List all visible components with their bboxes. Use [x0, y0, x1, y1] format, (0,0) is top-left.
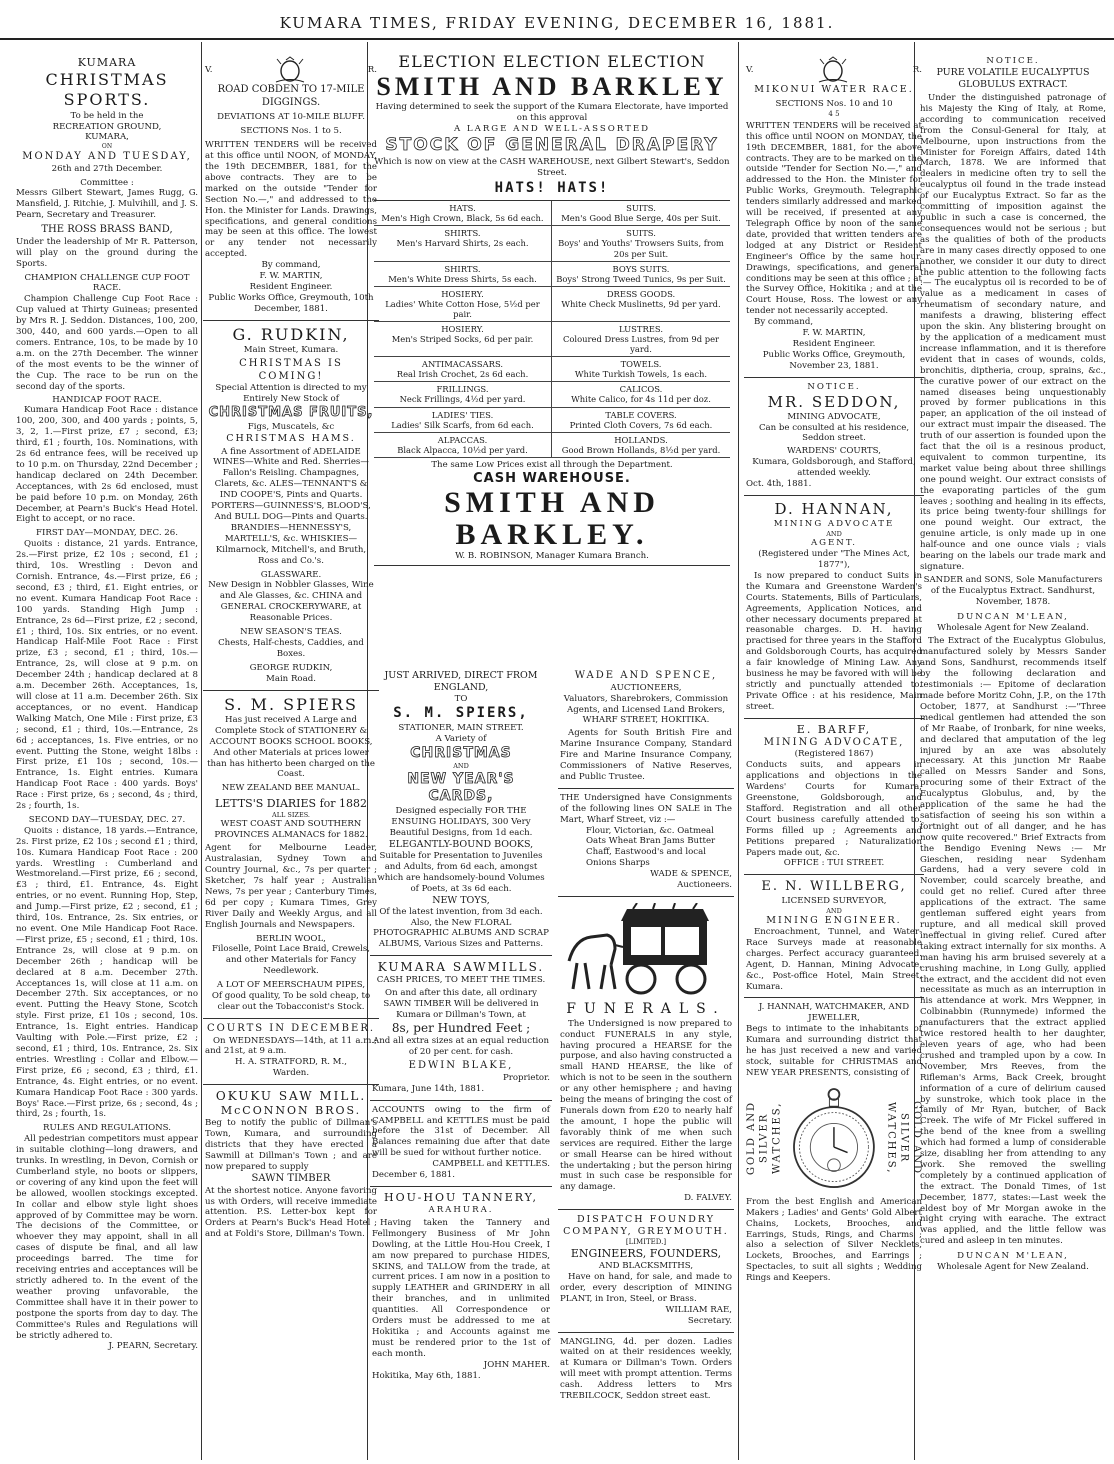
masthead-title: KUMARA TIMES, FRIDAY EVENING, DECEMBER 16, 1881. — [279, 14, 835, 32]
ad-subhead: Committee : — [80, 177, 134, 188]
ad-title: G. RUDKIN, — [232, 324, 350, 344]
ad-line: AND — [453, 762, 469, 771]
ad-display-text: CHRISTMAS — [410, 744, 512, 761]
ad-body: Conducts suits, and appears in applications and objections in the Wardens' Courts for Kumara, Greenstone, Goldsborough, and Stafford. Registration and all other Court business carefully attended to. Forms filled up ; Agreements and Petitions prepared ; Naturalization Papers made out, &c. — [746, 760, 922, 858]
funerals-ad — [558, 897, 734, 1210]
ad-line: Special Attention is directed to my Entirely New Stock of — [215, 383, 367, 405]
ad-display-text: NEW YEAR'S CARDS, — [407, 770, 515, 805]
price-cell — [552, 433, 730, 458]
price-cell-text: Men's White Dress Shirts, 5s each. — [388, 273, 537, 284]
ad-body: WRITTEN TENDERS will be received at this office until NOON, of MONDAY, the 19th DECEMBER, 1881, for the above contracts. They are to be marked on the outside "Tender for Section No.—," and addressed to the Hon. the Minister for Lands. Drawings, specifications, and general conditions may be seen at this office. The lowest or any tender not necessarily accepted. — [205, 140, 377, 260]
price-cell — [552, 322, 730, 357]
price-cell-heading: HOSIERY. — [441, 323, 484, 334]
kumara-sawmills-ad — [370, 956, 552, 1100]
ad-subhead: CASH PRICES, TO MEET THE TIMES. — [376, 975, 546, 986]
hearse-icon — [561, 903, 731, 999]
price-grid — [374, 200, 730, 458]
ad-body: The Extract of the Eucalyptus Globulus, manufactured solely by Messrs Sander and Sons, Sandhurst, recommends itself by the following declaration and testimonials :— Epitome of declaration made before Moritz Cohn, J.P., on the 17th October, 1877, at Sandhurst :—"Three medical gentlemen had attended the son of Mr Raabe, of Ironbark, for nine weeks, and declared that amputation of the leg injured by an axe was absolutely necessary. At this junction Mr Raabe called on Messrs Sander and Sons, procuring some of their Extract of the Eucalyptus Globulus, and, by the application of the same he had the satisfaction of seeing his son within a fortnight out of all danger, and he has now quite recovered." Brief Extracts from the Bendigo Evening News :— Mr Gieschen, residing near Sydenham Gardens, had a very severe cold in November, could scarcely breathe, and could get no relief. Cured after three applications of the extract. The same gentleman suffered eight years from rupture, and all medical skill proved ineffectual in giving relief. Cured after taking extract internally for six months. A man having his arm bruised severely at a crushing machine, in Long Gully, applied the extract, and the accident did not even necessitate as much as an interruption in his attendance at work. Mrs Weppner, in Colbinabbin (Runnymede) informed the manufacturers that the extract applied twice restored health to her daughter, eleven years of age, who had been crushed and trampled upon by a cow. In November, Mrs Reeves, from the Rifleman's Arms, Back Creek, brought information of a cure of delirium caused by sunstroke, which took place in the family of Mr Ryan, butcher, of Back Creek. The wife of Mr Fickel suffered in the bend of the knee from a swelling which had formed a lump of considerable size, disabling her from attending to any work. She removed the swelling completely by a continued application of the extract. The Donald Times, of 1st December, 1877, states:—Last week the eldest boy of Mr Morgan awoke in the night crying with earache. The extract was applied, and the little fellow was cured and asleep in ten minutes. — [920, 636, 1106, 1247]
ad-body: Begs to intimate to the inhabitants of Kumara and surrounding district that he has just received a new and varied stock, suitable for CHRISTMAS and NEW YEAR PRESENTS, consisting of — [746, 1024, 922, 1078]
ad-subhead: SECTIONS Nos. 1 to 5. — [240, 126, 342, 137]
ad-line: RECREATION GROUND, — [52, 121, 162, 132]
ad-line: 4 5 — [828, 109, 840, 118]
price-cell — [374, 201, 552, 226]
ad-title: CHRISTMAS SPORTS. — [45, 69, 169, 110]
ad-subhead: CHAMPION CHALLENGE CUP FOOT RACE. — [24, 272, 190, 294]
price-cell-heading: SHIRTS. — [444, 263, 481, 274]
price-cell-heading: SUITS. — [626, 203, 656, 214]
crest-letter: V. — [205, 64, 213, 75]
ad-line: Having determined to seek the support of the Kumara Electorate, have imported on this approval — [375, 102, 729, 124]
ad-subhead: NEW SEASON'S TEAS. — [240, 627, 342, 638]
ad-line: Main Road. — [266, 673, 316, 684]
ad-signature: SANDER and SONS, Sole Manufacturers of the Eucalyptus Extract. Sandhurst, November, 1878. — [923, 574, 1103, 607]
ad-body: Quoits : distance, 18 yards.—Entrance, 2s. First prize, £2 10s ; second £1 ; third, 10s. Kumara Handicap Foot Race : 200 yards. Wrestling : Cumberland and Westmoreland.—First prize, £6 ; second, £3 ; third, £1. Entrance, 4s. Eight entries, or no event. Running Hop, Step, and Jump.—First prize, £2 ; second, £1 ; third, 10s. Entrance, 2s. Six entries, or no event. One Mile Handicap Foot Race.—First prize, £5 ; second, £1 ; third, 10s. Entrance 2s, will close at 9 p.m. on December 26th ; handicap will be declared at 8 a.m. December 27th. Acceptances 1s, will close at 11 a.m. on December 27th. Six acceptances, or no event. Putting the Heavy Stone, Scotch style. First prize, £1 10s ; second, 10s. Entrance, 1s. Eight entries. Handicap Vaulting with Pole.—First prize, £2 ; second, £1 ; third, 10s. Entrance, 2s. Six entries. Wrestling : Collar and Elbow.—First prize, £6 ; second, £3 ; third, £1. Entrance, 4s. Eight entries, or no event. Kumara Handicap Foot Race : 300 yards. Boys' Race.—First prize, 6s ; second, 4s ; third, 2s ; fourth, 1s. — [16, 825, 198, 1120]
column-4 — [744, 52, 924, 1452]
ad-line: Warden. — [272, 1068, 310, 1079]
price-cell-heading: SUITS. — [626, 228, 656, 239]
price-cell-heading: DRESS GOODS. — [606, 288, 676, 299]
price-cell-heading: LUSTRES. — [618, 323, 663, 334]
crest-letter: R. — [367, 64, 377, 75]
watch-caption-left: GOLD AND SILVER WATCHES, — [746, 1100, 783, 1175]
ad-line: December 6, 1881. — [372, 1170, 455, 1181]
price-cell-text: White Check Muslinetts, 9d per yard. — [561, 298, 721, 309]
pocket-watch-icon — [784, 1080, 884, 1196]
ad-subhead: GLASSWARE. — [260, 569, 322, 580]
ad-title: WADE AND SPENCE, — [574, 670, 718, 681]
ad-subhead: AND BLACKSMITHS, — [598, 1261, 694, 1272]
ad-subhead: NEW TOYS, — [432, 894, 490, 906]
ad-subhead: RULES AND REGULATIONS. — [43, 1123, 171, 1134]
eucalyptus-ad — [918, 52, 1108, 1278]
ad-body: MANGLING, 4d. per dozen. Ladies waited on at their residences weekly, at Kumara or Dillman's Town. Orders will meet with prompt attention. Terms cash. Address letters to Mrs TREBILCOCK, Seddon street east. — [560, 1336, 732, 1402]
road-tender-ad — [203, 52, 379, 321]
ad-line: Resident Engineer. — [792, 338, 876, 349]
price-cell-heading: TOWELS. — [620, 359, 662, 370]
ad-line: Kumara, June 14th, 1881. — [372, 1083, 485, 1094]
ad-subhead: OFFICE : TUI STREET. — [783, 858, 885, 869]
ad-line: W. B. ROBINSON, Manager Kumara Branch. — [374, 551, 730, 566]
watchmaker-ad — [744, 998, 924, 1289]
price-cell-heading: ANTIMACASSARS. — [421, 359, 504, 370]
price-cell-text: Real Irish Crochet, 2s 6d each. — [396, 369, 529, 380]
ad-subhead: ARAHURA. — [428, 1204, 494, 1215]
ad-body: ACCOUNTS owing to the firm of CAMPBELL and KETTLES must be paid before the 31st of December. All Balances remaining due after that date will be sued for without further notice. — [372, 1104, 550, 1159]
christmas-sports-ad — [14, 52, 200, 1357]
ad-subhead: WEST COAST AND SOUTHERN PROVINCES ALMANACS for 1882. — [214, 819, 368, 841]
crest-letter: V. — [746, 64, 754, 75]
ad-line: Valuators, Sharebrokers, Commission Agents, and Licensed Land Brokers, — [563, 693, 729, 715]
ad-line: (Registered 1867) — [794, 749, 874, 760]
ad-body: All pedestrian competitors must appear in suitable clothing—long drawers, and trunks. In wrestling, in Devon, Cornish or Cumberland style, no boots or slippers, or covering of any kind upon the feet will be allowed, woollen stockings excepted. In collar and elbow style light shoes approved of by Committee may be worn. The decisions of the Committee, or whoever they may appoint, shall in all cases of dispute be final, and all law proceedings barred. The time for receiving entries and acceptances will be strictly adhered to. In the event of the weather proving unfavorable, the Committee shall have it in their power to postpone the sports from day to day. The Committee's Rules and Regulations will be strictly adhered to. — [16, 1134, 198, 1341]
watch-caption-right: GOLD AND SILVER WATCHES, — [885, 1100, 922, 1175]
water-race-tender-ad — [744, 52, 924, 378]
price-cell — [374, 262, 552, 287]
ad-subhead: THE ROSS BRASS BAND, — [41, 224, 173, 236]
price-cell — [552, 382, 730, 407]
ad-line: TO — [454, 694, 468, 705]
ad-line: ON — [101, 143, 113, 151]
price-cell — [374, 433, 552, 458]
ad-title: S. M. SPIERS — [224, 694, 358, 714]
ad-line: Wholesale Agent for New Zealand. — [937, 1262, 1089, 1273]
ad-subhead: NEW ZEALAND BEE MANUAL. — [221, 783, 361, 794]
ad-title: MIKONUI WATER RACE. — [754, 84, 914, 95]
price-cell — [374, 408, 552, 433]
ad-body: Kumara, Goldsborough, and Stafford, attended weekly. — [752, 457, 916, 479]
ad-body: Of the latest invention, from 3d each. Also, the New FLORAL PHOTOGRAPHIC ALBUMS AND SCRAP ALBUMS, Various Sizes and Patterns. — [373, 906, 549, 950]
ad-signature: DUNCAN M'LEAN, — [957, 611, 1069, 622]
ad-subhead: ENGINEERS, FOUNDERS, — [570, 1247, 722, 1261]
ad-line: Resident Engineer. — [249, 281, 333, 292]
ad-body: Quoits : distance, 21 yards. Entrance, 2s.—First prize, £2 10s ; second, £1 ; third, 10s. Wrestling : Devon and Cornish. Entrance, 4s.—First prize, £6 ; second, £3 ; third, £1. Eight entries, or no event. Kumara Handicap Foot Race : 100 yards. Standing High Jump : Entrance, 2s 6d—First prize, £2 ; second, £1 ; third, 10s. Six entries, or no event. Handicap Half-Mile Foot Race : First prize, £3 ; second, £1 ; third, 10s.—Entrance, 2s, will close at 9 p.m. on December 24th ; handicap declared at 8 a.m. December 26th. Acceptances, 1s, will close at 11 a.m. December 26th. Six acceptances, or no event. Handicap Walking Match, One Mile : First prize, £3 ; second, £1 ; third, 10s.—Entrance, 2s 6d ; acceptances, 1s. Five entries, or no event. Putting the Stone, weight 18lbs : First prize, £1 10s ; second, 10s.—Entrance, 1s. Eight entries. Kumara Handicap Foot Race : 400 yards. Boys' Race : First prize, 6s ; second, 4s ; third, 2s ; fourth, 1s. — [16, 539, 198, 812]
ad-subhead: AUCTIONEERS, — [610, 682, 682, 693]
price-cell-text: Men's Good Blue Serge, 40s per Suit. — [561, 213, 721, 224]
price-cell-text: White Turkish Towels, 1s each. — [574, 369, 708, 380]
ad-subhead: McCONNON BROS. — [220, 1104, 362, 1118]
ad-body: Has just received A Large and Complete Stock of STATIONERY & ACCOUNT BOOKS SCHOOL BOOKS, And other Materials at prices lower than has hitherto been charged on the Coast. — [207, 714, 375, 780]
price-cell-text: Men's Harvard Shirts, 2s each. — [396, 238, 529, 249]
price-cell — [552, 287, 730, 322]
price-cell-text: Ladies' White Cotton Hose, 5½d per pair. — [385, 298, 540, 319]
ad-body: Suitable for Presentation to Juveniles and Adults, from 6d each, amongst which are handsomely-bound Volumes of Poets, at 3s 6d each. — [377, 850, 545, 894]
price-cell — [374, 382, 552, 407]
wade-spence-ad — [558, 666, 734, 789]
barff-ad — [744, 719, 924, 876]
ad-body: Designed especially FOR THE ENSUING HOLIDAYS, 300 Very Beautiful Designs, from 1d each. — [389, 806, 533, 838]
willberg-ad — [744, 875, 924, 998]
ad-subhead: AGENT. — [810, 538, 858, 549]
ad-signature: WADE & SPENCE, — [650, 869, 732, 880]
ad-title: OKUKU SAW MILL. — [215, 1089, 367, 1104]
price-cell — [374, 226, 552, 261]
ad-kicker: ELECTION ELECTION ELECTION — [398, 52, 706, 71]
ad-body: The Undersigned is now prepared to conduct FUNERALS in any style, having procured a HEARSE for the purpose, and also having constructed a small HAND HEARSE, the like of which is not to be seen in the southern or any other hemisphere ; and having being the means of bringing the cost of Funerals down from £20 to nearly half the amount, I hope the public will favorably think of me when such services are required. Either the large or small Hearse can be hired without the undertaking ; but the person hiring must in such case be responsible for any damage. — [560, 1018, 732, 1193]
price-cell-heading: FRILLINGS. — [436, 384, 489, 395]
ad-line: [LIMITED.] — [625, 1238, 667, 1247]
hannan-ad — [744, 496, 924, 719]
okuku-sawmill-ad — [203, 1085, 379, 1245]
crest-letter: R. — [912, 64, 922, 75]
price-cell — [374, 357, 552, 382]
ad-body: Of good quality, To be sold cheap, to clear out the Tobacconist's Stock. — [211, 991, 371, 1012]
ad-display-text: CHRISTMAS FRUITS, — [208, 405, 374, 421]
ad-line: Secretary. — [687, 1315, 732, 1326]
ad-body: THE Undersigned have Consignments of the following lines ON SALE in The Mart, Wharf Street, viz :— — [560, 792, 732, 825]
price-cell-text: Boys' Strong Tweed Tunics, 9s per Suit. — [556, 273, 726, 284]
ad-body: Messrs Gilbert Stewart, James Rugg, G. Mansfield, J. Ritchie, J. Mulvihill, and J. S. Pearn, Secretary and Treasurer. — [16, 188, 198, 221]
masthead — [0, 0, 1114, 40]
ad-subhead: MINING ADVOCATE, — [763, 736, 905, 748]
ad-line: Main Street, Kumara. — [243, 345, 339, 355]
foundry-ad — [558, 1210, 734, 1332]
ad-subhead: ELEGANTLY-BOUND BOOKS, — [388, 838, 534, 850]
ad-line: 26th and 27th December. — [51, 163, 163, 174]
price-cell-text: Coloured Dress Lustres, from 9d per yard. — [562, 334, 720, 355]
ad-line: Public Works Office, Greymouth, November 23, 1881. — [762, 349, 906, 371]
ad-subhead: SAWN TIMBER — [251, 1172, 331, 1184]
ad-subhead: MINING ADVOCATE, — [787, 411, 881, 422]
ad-title: D. HANNAN, — [774, 499, 894, 518]
ad-subhead: BERLIN WOOL, — [256, 933, 326, 944]
seddon-ad — [744, 378, 924, 496]
tannery-ad — [370, 1187, 552, 1386]
ad-body: Is now prepared to conduct Suits in the Kumara and Greenstone Warden's Courts. Statements, Bills of Particulars, Agreements, Application Notices, and other necessary documents prepared at reasonable charges. D. H. having practised for three years in the Stafford and Goldsborough Courts, has acquired a fair knowledge of Mining Law. Any business he may be favored with will be strictly and punctually attended to. Private Office : at his residence, Main street. — [746, 570, 922, 712]
ad-list: Flour, Victorian, &c. Oatmeal Oats Wheat Bran Jams Butter Chaff, Eastwood's and local Onions Sharps — [586, 825, 716, 869]
ad-body: Under the distinguished patronage of his Majesty the King of Italy, at Rome, according to communication received from the Consul-General for Italy, at Melbourne, upon instructions from the Minister for Foreign Affairs, dated 14th March, 1878. We are informed that dealers in medicine often try to sell the eucalyptus oil found in the trade instead of our Eucalyptus Extract. So far as the committing of imposition against the public in such a case is concerned, the consequences would not be serious ; but as the qualities of both of the products are in many cases directly opposed to one another, we consider it our duty to direct the public attention to the following facts :— The eucalyptus oil is recorded to be of value as a medicament in cases of rheumatism of secondary nature, and manifests a drawing, blistering effect upon the skin. Any blistering brought on by the application of a medicament must increase inflammation, and it is therefore evident that in cases of wounds, colds, bronchitis, diptheria, croup, sprains, &c., the curative power of our extract on the named diseases being unquestionably proved by former publications in this paper, an application of the oil instead of our extract must impair the diseased. The truth of our assertion is founded upon the fact that the oil is a resinous product, equivalent to common turpentine, its market value being about three shillings one pound weight. Our extract consists of the evaporating particles of the gum leaves ; soothing and healing in its effects, its price being twenty-four shillings for one pound weight. Our extract, the genuine article, is only made up in one half-ounce and one ounce vials ; vials bearing on the labels our trade mark and signature. — [920, 93, 1106, 572]
price-cell-text: Ladies' Silk Scarfs, from 6d each. — [391, 419, 534, 430]
ad-body: Having taken the Tannery and Fellmongery Business of Mr John Dowling, at the Little Hou-Hou Creek, I am now prepared to purchase HIDES, SKINS, and TALLOW from the trade, at current prices. I am now in a position to supply LEATHER and GRINDERY in all their branches, and in unlimited quantities. All Correspondence or Orders must be addressed to me at Hokitika ; and Accounts against me must be rendered prior to the 1st of each month. — [372, 1217, 550, 1359]
mangling-ad — [558, 1333, 734, 1407]
consignments-ad — [558, 789, 734, 897]
ad-body: On and after this date, all ordinary SAWN TIMBER Will be delivered in Kumara or Dillman's Town, at — [383, 988, 539, 1021]
price-cell-heading: ALPACCAS. — [437, 434, 488, 445]
price-cell-text: Boys' and Youths' Trowsers Suits, from 20s per Suit. — [558, 238, 724, 259]
ad-body: Kumara Handicap Foot Race : distance 100, 200, 300, and 400 yards ; points, 5, 3, 2, 1.—First prize, £7 ; second, £3; third, £1 ; fourth, 10s. Nominations, with 2s 6d entrance fees, will be received up to 10 p.m. on Thursday, 22nd December ; handicap declared on 24th December. Acceptances, with 2s 6d enclosed, must be paid before 10 p.m. on Monday, 26th December, at Pearn's Buck's Head Hotel. Eight to accept, or no race. — [16, 405, 198, 525]
ad-body: At the shortest notice. Anyone favoring us with Orders, will receive immediate attention. P.S. Letter-box kept for Orders at Pearn's Buck's Head Hotel ; and at Foldi's Store, Dillman's Town. — [205, 1185, 377, 1240]
ad-signature: J. PEARN, Secretary. — [108, 1341, 198, 1352]
ad-body: From the best English and American Makers ; Ladies' and Gents' Gold Albert Chains, Lockets, Brooches, and Earrings, Studs, Rings, and Charms ; also a selection of Silver Necklets, Lockets, Brooches, and Earrings ; Spectacles, to suit all sights ; Wedding Rings and Keepers. — [746, 1196, 922, 1284]
price-cell-heading: BOYS SUITS. — [612, 263, 670, 274]
ad-line: Public Works Office, Greymouth, 10th December, 1881. — [208, 292, 374, 314]
ad-line: ALL SIZES. — [272, 811, 310, 820]
ad-body: WRITTEN TENDERS will be received at this office until NOON on MONDAY, the 19th DECEMBER, 1881, for the above contracts. They are to be marked on the outside "Tender for Section No.—," and addressed to the Hon. the Minister for Public Works, Greymouth. Telegraphic tenders similarly addressed and marked will be received, if presented at any Telegraph Office by noon of the same date, provided that written tenders are lodged at any District or Resident Engineer's Office by the same hour. Drawings, specifications, and general conditions may be seen at this office ; at the Survey Office, Hokitika ; and at the Court House, Ross. The lowest or any tender not necessarily accepted. — [746, 120, 922, 317]
ad-signature: DUNCAN M'LEAN, — [957, 1251, 1069, 1262]
ad-title: J. HANNAH, WATCHMAKER, AND JEWELLER, — [758, 1002, 910, 1024]
ad-subhead: CASH WAREHOUSE. — [473, 470, 631, 486]
price-cell-heading: HOSIERY. — [441, 288, 484, 299]
price-cell-text: White Calico, for 4s 11d per doz. — [571, 394, 711, 405]
ad-body: Encroachment, Tunnel, and Water-Race Surveys made at reasonable charges. Perfect accuracy guaranteed. Agent, D. Hannan, Mining Advocate, &c., Post-office Hotel, Main Street, Kumara. — [746, 927, 922, 992]
ad-body: On WEDNESDAYS—14th, at 11 a.m.; and 21st, at 9 a.m. — [205, 1035, 377, 1057]
ad-line: Oct. 4th, 1881. — [746, 479, 812, 490]
ad-line: A LARGE AND WELL-ASSORTED — [453, 124, 651, 135]
ad-signature: GEORGE RUDKIN, — [249, 662, 333, 673]
ad-display-text: STOCK OF GENERAL DRAPERY — [385, 135, 719, 156]
ad-signature: F. W. MARTIN, — [259, 271, 323, 282]
ad-subhead: CHRISTMAS HAMS. — [226, 432, 356, 444]
ad-title: FUNERALS. — [566, 1001, 726, 1017]
campbell-kettles-ad — [370, 1101, 552, 1187]
ad-line: By command, — [261, 260, 321, 271]
column-2 — [203, 52, 379, 1452]
column-5 — [918, 52, 1108, 1452]
price-cell-text: Men's Striped Socks, 6d per pair. — [391, 334, 534, 345]
ad-signature: CAMPBELL and KETTLES. — [432, 1159, 550, 1170]
ad-line: KUMARA, — [85, 132, 129, 143]
ad-subhead: A LOT OF MEERSCHAUM PIPES, — [216, 980, 366, 991]
ad-signature: D. FALVEY. — [684, 1193, 732, 1204]
ad-subhead: MINING ADVOCATE — [773, 519, 895, 530]
price-cell-heading: TABLE COVERS. — [605, 409, 677, 420]
ad-subhead: CHRISTMAS IS COMING! — [239, 357, 343, 382]
price-cell-heading: LADIES' TIES. — [431, 409, 494, 420]
ad-line: Hokitika, May 6th, 1881. — [372, 1370, 481, 1381]
ad-signature: F. W. MARTIN, — [802, 328, 866, 339]
ad-signature: JOHN MAHER. — [483, 1359, 550, 1370]
ad-body: A fine Assortment of ADELAIDE WINES—White and Red. Sherries—Fallon's Reisling. Champagnes, Clarets, &c. ALES—TENNANT'S & IND COOPE'S, Pints and Quarts. PORTERS—GUINNESS'S, BLOOD'S, And BULL DOG—Pints and Quarts. BRANDIES—HENNESSY'S, MARTELL'S, &c. WHISKIES—Kilmarnock, Mitchell's, and Bruth, Ross and Co.'s. — [211, 446, 371, 566]
column-rule — [738, 42, 739, 1460]
price-cell — [552, 201, 730, 226]
ad-signature: WILLIAM RAE, — [665, 1304, 732, 1315]
ad-subhead: WHARF STREET, HOKITIKA. — [582, 715, 710, 726]
watch-figure — [746, 1079, 922, 1197]
spiers-cards-ad — [370, 666, 552, 956]
ad-subhead: SECOND DAY—TUESDAY, DEC. 27. — [28, 814, 186, 825]
ad-display-text: HATS! HATS! — [494, 180, 610, 197]
price-cell — [552, 357, 730, 382]
ad-title: SMITH AND BARKLEY. — [444, 486, 660, 552]
ad-line: AND — [826, 529, 842, 538]
price-cell — [374, 287, 552, 322]
ad-line: By command, — [754, 317, 814, 328]
column-3 — [367, 52, 734, 1452]
ad-body: Agents for South British Fire and Marine Insurance Company, Standard Fire and Marine Insurance Company, Commissioners of Native Reserves, and Public Trustee. — [560, 728, 732, 782]
price-cell-text: Printed Cloth Covers, 7s 6d each. — [569, 419, 713, 430]
ad-body: Can be consulted at his residence, Seddon street. — [758, 422, 910, 444]
price-cell-heading: CALICOS. — [619, 384, 663, 395]
ad-subhead: SECTIONS Nos. 10 and 10 — [775, 99, 893, 110]
ad-kicker: KUMARA — [77, 56, 137, 69]
ad-body: New Design in Nobbler Glasses, Wine and Ale Glasses, &c. CHINA and GENERAL CROCKERYWARE, at Reasonable Prices. — [208, 580, 374, 624]
ad-body: Under the leadership of Mr R. Patterson, will play on the ground during the Sports. — [16, 236, 198, 269]
price-cell-text: Black Alpacca, 10½d per yard. — [397, 444, 528, 455]
ad-title: MR. SEDDON, — [767, 392, 901, 411]
ad-line: Proprietor. — [502, 1072, 550, 1083]
price-cell-text: Good Brown Hollands, 8½d per yard. — [561, 444, 721, 455]
price-cell-heading: SHIRTS. — [444, 228, 481, 239]
ad-line: Auctioneers. — [677, 880, 732, 891]
royal-crest-icon — [273, 56, 307, 84]
rudkin-ad — [203, 321, 379, 691]
ad-subhead: HANDICAP FOOT RACE. — [52, 394, 162, 405]
ad-title: HOU-HOU TANNERY, — [383, 1191, 539, 1204]
ad-body: And all extra sizes at an equal reduction of 20 per cent. for cash. — [373, 1036, 549, 1058]
ad-line: Figs, Muscatels, &c — [247, 421, 335, 432]
column-3-right — [558, 666, 734, 1407]
ad-subhead: 8s, per Hundred Feet ; — [391, 1021, 531, 1036]
ad-body: Chests, Half-chests, Caddies, and Boxes. — [218, 637, 364, 659]
ad-body: Champion Challenge Cup Foot Race : Cup valued at Thirty Guineas; presented by Mrs R. J. Seddon. Distances, 100, 200, 300, 440, and 600 yards.—Open to all comers. Entrance, 10s, to be made by 10 a.m. on the 27th December. The winner of the most events to be the winner of the Cup. The race to be run on the second day of the sports. — [16, 294, 198, 392]
royal-crest-icon — [816, 56, 850, 84]
price-cell-heading: HATS. — [449, 203, 476, 214]
ad-line: MONDAY AND TUESDAY, — [22, 150, 192, 162]
ad-kicker: NOTICE. — [986, 56, 1040, 66]
ad-subhead: DEVIATIONS AT 10-MILE BLUFF. — [217, 112, 365, 123]
ad-body: Filoselle, Point Lace Braid, Crewels, and other Materials for Fancy Needlework. — [211, 944, 371, 977]
ad-line: Which is now on view at the CASH WAREHOUSE, next Gilbert Stewart's, Seddon Street. — [374, 156, 730, 178]
column-1 — [14, 52, 200, 1452]
ad-signature: EDWIN BLAKE, — [408, 1060, 514, 1072]
ad-title: E. N. WILLBERG, — [761, 879, 907, 895]
ad-title: COURTS IN DECEMBER. — [206, 1022, 376, 1034]
ad-body: Have on hand, for sale, and made to order, every description of MINING PLANT, in Iron, Steel, or Brass. — [560, 1272, 732, 1304]
ad-line: A Variety of — [435, 733, 487, 744]
ad-subhead: LETTS'S DIARIES for 1882 — [214, 797, 368, 811]
ad-line: STATIONER, MAIN STREET. — [398, 722, 524, 733]
price-cell — [552, 408, 730, 433]
price-cell-heading: HOLLANDS. — [614, 434, 668, 445]
ad-signature: H. A. STRATFORD, R. M., — [235, 1057, 347, 1068]
courts-ad — [203, 1019, 379, 1085]
price-cell — [552, 226, 730, 261]
ad-subhead: LICENSED SURVEYOR, — [781, 895, 887, 906]
ad-subhead: MINING ENGINEER. — [766, 914, 902, 926]
ad-title: PURE VOLATILE EUCALYPTUS GLOBULUS EXTRACT. — [936, 66, 1090, 90]
ad-title: DISPATCH FOUNDRY COMPANY, GREYMOUTH. — [563, 1214, 729, 1238]
ad-title: KUMARA SAWMILLS. — [377, 960, 545, 975]
spiers-stationery-ad — [203, 691, 379, 1019]
ad-subhead: FIRST DAY—MONDAY, DEC. 26. — [36, 528, 178, 539]
ad-title: JUST ARRIVED, DIRECT FROM ENGLAND, — [384, 670, 538, 694]
ad-line: (Registered under "The Mines Act, 1877"), — [758, 549, 910, 570]
ad-body: Agent for Melbourne Leader, Australasian, Sydney Town and Country Journal, &c., 7s per quarter ; Sketcher, 7s half year ; Australian News, 7s per year ; Canterbury Times, 6d per copy ; Kumara Times, Grey River Daily and Weekly Argus, and all English Journals and Newspapers. — [205, 843, 377, 930]
ad-line: To be held in the — [70, 110, 144, 121]
column-3-left — [370, 666, 552, 1386]
smith-barkley-ad — [367, 52, 734, 566]
ad-title: ROAD COBDEN TO 17-MILE DIGGINGS. — [217, 84, 365, 108]
ad-body: Beg to notify the public of Dillman's Town, Kumara, and surrounding districts that they have erected a Sawmill at Dillman's Town ; and are now prepared to supply — [205, 1118, 377, 1173]
ad-line: AND — [826, 906, 842, 915]
price-cell — [552, 262, 730, 287]
price-cell-text: Neck Frillings, 4½d per yard. — [399, 394, 526, 405]
crest-row — [205, 56, 377, 84]
ad-kicker: NOTICE. — [807, 381, 861, 392]
ad-title: E. BARFF, — [796, 722, 872, 736]
ad-display-text: S. M. SPIERS, — [393, 705, 529, 722]
ad-line: Wholesale Agent for New Zealand. — [937, 622, 1089, 633]
column-rule — [201, 42, 202, 1460]
ad-subhead: WARDENS' COURTS, — [787, 446, 881, 457]
price-cell-text: Men's High Crown, Black, 5s 6d each. — [381, 213, 544, 224]
price-cell — [374, 322, 552, 357]
crest-row — [746, 56, 922, 84]
ad-line: The same Low Prices exist all through the Department. — [431, 459, 673, 470]
ad-title: SMITH AND BARKLEY — [376, 72, 728, 102]
